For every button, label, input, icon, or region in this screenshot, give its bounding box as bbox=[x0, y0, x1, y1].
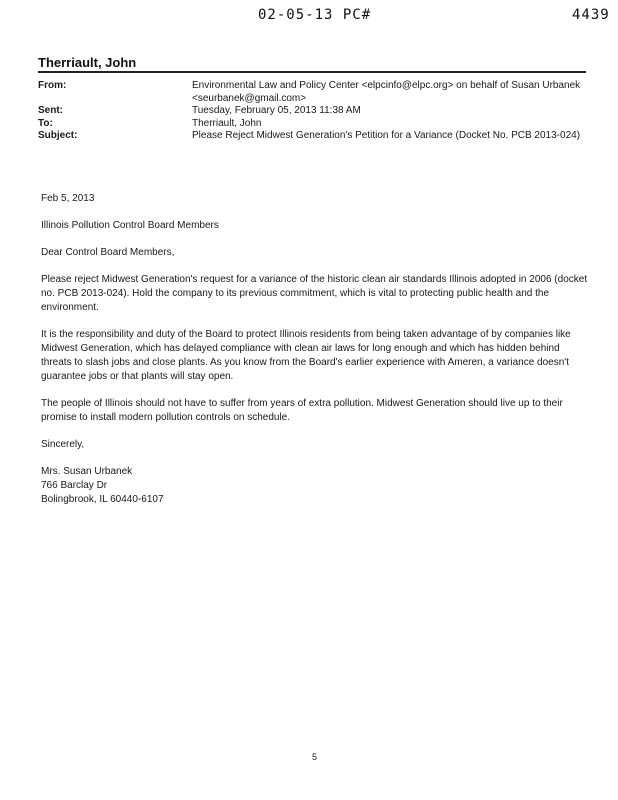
paragraph-3: The people of Illinois should not have to suffer from years of extra pollution. Midwest Generation should live up to their promise to install modern pollution controls on schedule. bbox=[41, 398, 563, 423]
from-value-line-1: Environmental Law and Policy Center <elpcinfo@elpc.org> on behalf of Susan Urbanek bbox=[192, 80, 581, 91]
from-row bbox=[38, 80, 598, 105]
signature-name: Mrs. Susan Urbanek bbox=[41, 466, 133, 477]
page-number: 5 bbox=[312, 752, 318, 762]
closing: Sincerely, bbox=[41, 439, 85, 450]
signature-block bbox=[41, 465, 589, 507]
header-divider bbox=[38, 71, 586, 73]
signature-address: 766 Barclay Dr bbox=[41, 480, 108, 491]
paragraph-2: It is the responsibility and duty of the Board to protect Illinois residents from being taken advantage of by companies like Midwest Generation, which has delayed compliance with clean air laws for long enough and which has hidden behind threats to slash jobs and close plants. As you know from the Board's earlier experience with Ameren, a variance doesn't guarantee jobs or that plants will stay open. bbox=[41, 329, 571, 382]
salutation: Dear Control Board Members, bbox=[41, 247, 175, 258]
signature-city: Bolingbrook, IL 60440-6107 bbox=[41, 494, 164, 505]
from-value-line-2: <seurbanek@gmail.com> bbox=[192, 92, 307, 104]
email-body bbox=[41, 192, 589, 507]
from-value bbox=[192, 80, 598, 105]
sent-value: Tuesday, February 05, 2013 11:38 AM bbox=[192, 105, 361, 117]
subject-row bbox=[38, 130, 598, 143]
subject-value: Please Reject Midwest Generation's Petition for a Variance (Docket No. PCB 2013-024) bbox=[192, 130, 581, 142]
mailbox-owner-name: Therriault, John bbox=[38, 55, 137, 70]
fax-date-stamp: 02-05-13 PC# bbox=[258, 7, 372, 23]
subject-label: Subject: bbox=[38, 130, 78, 142]
public-comment-number: 4439 bbox=[572, 7, 610, 23]
to-value: Therriault, John bbox=[192, 117, 262, 129]
sent-label: Sent: bbox=[38, 105, 63, 117]
to-row bbox=[38, 118, 598, 131]
email-header bbox=[38, 80, 598, 143]
from-label: From: bbox=[38, 80, 67, 91]
sent-row bbox=[38, 105, 598, 118]
letter-date: Feb 5, 2013 bbox=[41, 193, 95, 204]
letter-recipient: Illinois Pollution Control Board Members bbox=[41, 220, 219, 231]
paragraph-1: Please reject Midwest Generation's request for a variance of the historic clean air standards Illinois adopted in 2006 (docket no. PCB 2013-024). Hold the company to its previous commitment, which is vital to protecting public health and the environment. bbox=[41, 274, 588, 313]
to-label: To: bbox=[38, 117, 53, 129]
